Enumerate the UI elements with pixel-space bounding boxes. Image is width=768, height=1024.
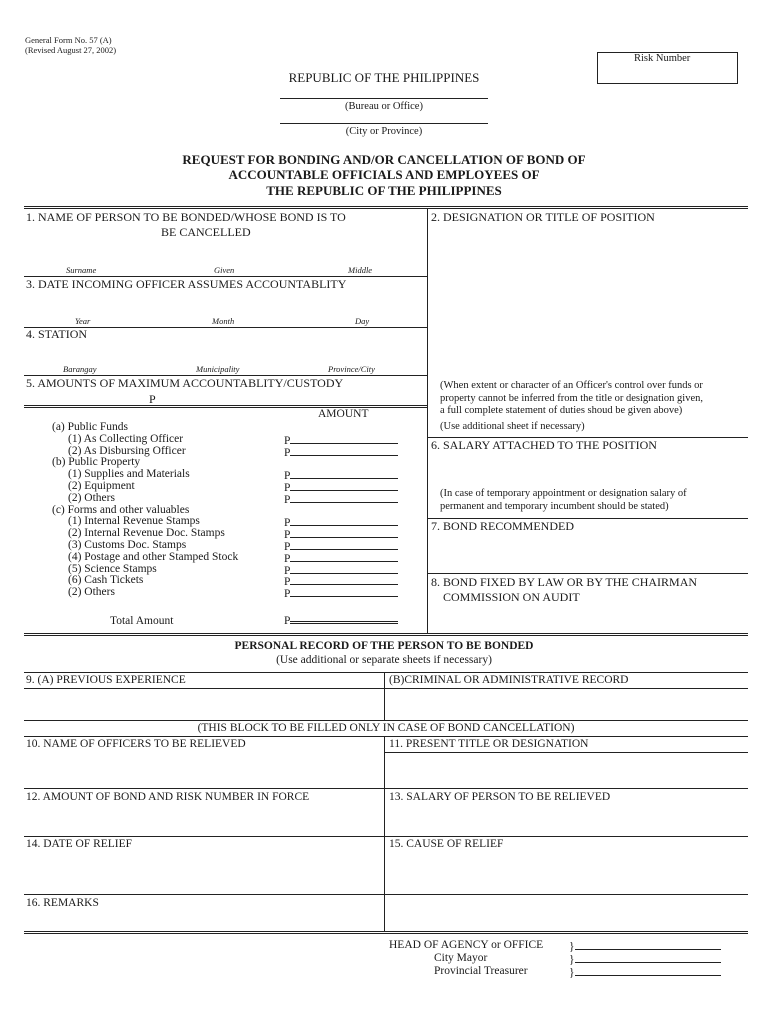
city-mayor-label: City Mayor [434, 952, 488, 964]
provincial-treasurer-label: Provincial Treasurer [434, 965, 528, 977]
peso-sign: P [284, 482, 291, 494]
row-10-bottom [24, 788, 748, 789]
form-title-line2: ACCOUNTABLE OFFICIALS AND EMPLOYEES OF [228, 167, 540, 182]
accountability-item-label: (1) Internal Revenue Stamps [68, 515, 200, 527]
brace: } [569, 941, 575, 953]
column-divider [427, 209, 428, 634]
peso-sign: P [284, 435, 291, 447]
peso-sign: P [284, 447, 291, 459]
field-9a-label: 9. (A) PREVIOUS EXPERIENCE [26, 674, 186, 686]
form-number: General Form No. 57 (A) [25, 35, 112, 45]
field-16-label: 16. REMARKS [26, 897, 99, 909]
middle-caption: Middle [348, 265, 373, 275]
personal-record-subheading: (Use additional or separate sheets if necessary) [276, 654, 492, 666]
accountability-item-label: (5) Science Stamps [68, 563, 157, 575]
accountability-item-label: (1) As Collecting Officer [68, 433, 184, 445]
field-8-label-cont: COMMISSION ON AUDIT [443, 590, 580, 604]
field-7-label: 7. BOND RECOMMENDED [431, 519, 575, 533]
amount-field[interactable] [284, 445, 398, 459]
accountability-item-label: (2) Others [68, 492, 115, 504]
total-peso-sign: P [284, 615, 291, 627]
brace: } [569, 954, 575, 966]
accountability-item-label: (2) Others [68, 586, 115, 598]
personal-record-heading: PERSONAL RECORD OF THE PERSON TO BE BONDED [234, 640, 534, 652]
municipality-caption: Municipality [196, 364, 240, 374]
field-7-bottom [427, 573, 748, 574]
bureau-label: (Bureau or Office) [345, 101, 423, 112]
section-9-header-bottom [24, 688, 748, 689]
signature-field-treasurer[interactable] [569, 965, 721, 979]
accountability-item-label: (c) Forms and other valuables [52, 504, 190, 516]
row-12-bottom [24, 836, 748, 837]
field-14-label: 14. DATE OF RELIEF [26, 838, 133, 850]
accountability-item-label: (b) Public Property [52, 456, 141, 468]
amount-header: AMOUNT [318, 408, 369, 420]
total-amount-field[interactable] [284, 613, 398, 627]
republic-heading: REPUBLIC OF THE PHILIPPINES [288, 70, 480, 85]
accountability-item-label: (2) Internal Revenue Doc. Stamps [68, 527, 225, 539]
city-label: (City or Province) [345, 126, 423, 137]
accountability-item-label: (2) As Disbursing Officer [68, 445, 186, 457]
peso-sign: P [284, 529, 291, 541]
field-9b-label: (B)CRIMINAL OR ADMINISTRATIVE RECORD [389, 674, 629, 686]
field-8-label: 8. BOND FIXED BY LAW OR BY THE CHAIRMAN [431, 575, 698, 589]
personal-bottom-border [24, 931, 748, 934]
peso-sign: P [284, 565, 291, 577]
province-caption: Province/City [328, 364, 375, 374]
peso-sign: P [284, 470, 291, 482]
barangay-caption: Barangay [63, 364, 97, 374]
row-14-bottom [24, 894, 748, 895]
given-caption: Given [214, 265, 235, 275]
field-6-label: 6. SALARY ATTACHED TO THE POSITION [431, 438, 657, 452]
city-line[interactable] [280, 123, 488, 124]
amount-field[interactable] [284, 586, 398, 600]
form-title-line3: THE REPUBLIC OF THE PHILIPPINES [266, 183, 502, 198]
peso-sign: P [284, 494, 291, 506]
signature-field-mayor[interactable] [569, 952, 721, 966]
accountability-item-label: (3) Customs Doc. Stamps [68, 539, 187, 551]
table-top-border [24, 206, 748, 209]
amount-field[interactable] [284, 492, 398, 506]
field-2-note-line1: (When extent or character of an Officer's control over funds or [440, 380, 703, 391]
field-1-label-cont: BE CANCELLED [161, 225, 251, 239]
peso-sign: P [284, 541, 291, 553]
form-title-line1: REQUEST FOR BONDING AND/OR CANCELLATION OF BOND OF [182, 152, 586, 167]
peso-sign: P [284, 517, 291, 529]
field-5-peso: P [149, 392, 156, 406]
section-9-bottom [24, 720, 748, 721]
field-15-label: 15. CAUSE OF RELIEF [389, 838, 504, 850]
month-caption: Month [212, 316, 235, 326]
field-2-label: 2. DESIGNATION OR TITLE OF POSITION [431, 210, 655, 224]
section-9-divider [384, 672, 385, 720]
risk-number-label: Risk Number [634, 53, 691, 64]
brace: } [569, 967, 575, 979]
field-3-label: 3. DATE INCOMING OFFICER ASSUMES ACCOUNTABLITY [26, 277, 347, 291]
head-of-agency-label: HEAD OF AGENCY or OFFICE [389, 939, 544, 951]
bureau-line[interactable] [280, 98, 488, 99]
field-12-label: 12. AMOUNT OF BOND AND RISK NUMBER IN FORCE [26, 791, 310, 803]
field-1-label: 1. NAME OF PERSON TO BE BONDED/WHOSE BOND IS TO [26, 210, 346, 224]
field-6-note-line1: (In case of temporary appointment or designation salary of [440, 488, 687, 499]
accountability-item-label: (6) Cash Tickets [68, 574, 144, 586]
year-caption: Year [75, 316, 91, 326]
risk-number-box[interactable] [597, 52, 738, 84]
field-4-label: 4. STATION [26, 327, 88, 341]
total-amount-label: Total Amount [110, 615, 174, 627]
field-2-note-line4: (Use additional sheet if necessary) [440, 421, 585, 432]
peso-sign: P [284, 553, 291, 565]
section-9-top [24, 672, 748, 673]
field-6-note-line2: permanent and temporary incumbent should be stated) [440, 501, 669, 512]
cancel-block-divider [384, 736, 385, 932]
peso-sign: P [284, 576, 291, 588]
accountability-item-label: (4) Postage and other Stamped Stock [68, 551, 239, 563]
day-caption: Day [355, 316, 370, 326]
accountability-item-label: (1) Supplies and Materials [68, 468, 190, 480]
field-2-note-line2: property cannot be inferred from the title or designation given, [440, 393, 703, 404]
table-bottom-border [24, 633, 748, 636]
peso-sign: P [284, 588, 291, 600]
field-10-label: 10. NAME OF OFFICERS TO BE RELIEVED [26, 738, 246, 750]
cancellation-note: (THIS BLOCK TO BE FILLED ONLY IN CASE OF BOND CANCELLATION) [197, 722, 575, 734]
field-11-underline [384, 752, 748, 753]
field-5-label: 5. AMOUNTS OF MAXIMUM ACCOUNTABLITY/CUSTODY [26, 376, 344, 390]
accountability-item-label: (2) Equipment [68, 480, 135, 492]
field-13-label: 13. SALARY OF PERSON TO BE RELIEVED [389, 791, 611, 803]
cancel-block-top [24, 736, 748, 737]
surname-caption: Surname [66, 265, 97, 275]
signature-field-head[interactable] [569, 939, 721, 953]
revision-date: (Revised August 27, 2002) [25, 45, 117, 55]
accountability-item-label: (a) Public Funds [52, 421, 129, 433]
field-2-note-line3: a full complete statement of duties shoud be given above) [440, 405, 683, 416]
field-11-label: 11. PRESENT TITLE OR DESIGNATION [389, 738, 589, 750]
